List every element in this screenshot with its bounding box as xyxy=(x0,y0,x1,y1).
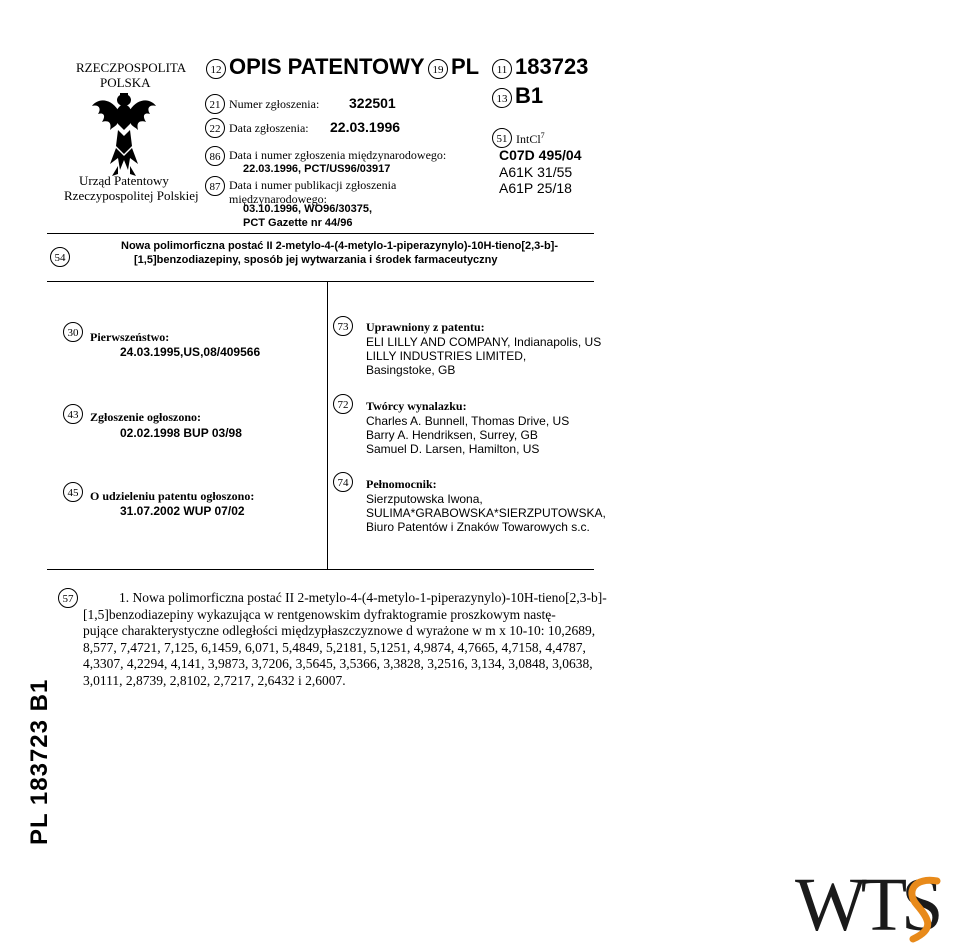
attorney-line3: Biuro Patentów i Znaków Towarowych s.c. xyxy=(366,520,590,534)
inid-code-45: 45 xyxy=(63,482,83,502)
side-patent-label: PL 183723 B1 xyxy=(26,678,53,845)
claim-line: pujące charakterystyczne odległości międzypłaszczyznowe d wyrażone w m x 10-10: 10,2689, xyxy=(83,623,596,638)
claim-line: 3,0111, 2,8739, 2,8102, 2,7217, 2,6432 i 2,6007. xyxy=(83,672,346,688)
inid-code-21: 21 xyxy=(205,94,225,114)
inid-code-43: 43 xyxy=(63,404,83,424)
inid-code-72: 72 xyxy=(333,394,353,414)
wts-logo-text: WTS xyxy=(795,863,938,947)
main-classification: C07D 495/04 xyxy=(499,147,582,163)
attorney-line1: Sierzputowska Iwona, xyxy=(366,492,483,506)
invention-title-line1: Nowa polimorficzna postać II 2-metylo-4-(4-metylo-1-piperazynylo)-10H-tieno[2,3-b]- xyxy=(121,240,559,252)
office-name-line2: Rzeczypospolitej Polskiej xyxy=(64,188,199,203)
wts-logo-accent-icon xyxy=(895,875,950,945)
secondary-classification-2: A61P 25/18 xyxy=(499,180,572,196)
application-number-value: 322501 xyxy=(349,95,396,111)
patent-number: 183723 xyxy=(515,54,589,79)
wts-logo xyxy=(795,865,960,945)
priority-label: Pierwszeństwo: xyxy=(90,330,170,344)
intl-publication-label-1: Data i numer publikacji zgłoszenia xyxy=(229,178,397,192)
intl-publication-value-2: PCT Gazette nr 44/96 xyxy=(243,217,353,229)
patentee-line1: ELI LILLY AND COMPANY, Indianapolis, US xyxy=(366,335,602,349)
inid-code-12: 12 xyxy=(206,59,226,79)
inid-code-22: 22 xyxy=(205,118,225,138)
inid-code-19: 19 xyxy=(428,59,448,79)
patentee-line3: Basingstoke, GB xyxy=(366,363,456,377)
patentee-label: Uprawniony z patentu: xyxy=(366,320,485,334)
inid-code-87: 87 xyxy=(205,176,225,196)
inid-code-13: 13 xyxy=(492,88,512,108)
divider-header xyxy=(47,233,594,234)
document-title: OPIS PATENTOWY xyxy=(229,54,425,79)
divider-bottom xyxy=(47,569,594,570)
country-code: PL xyxy=(451,54,480,79)
kind-code: B1 xyxy=(515,83,544,108)
application-number-label: Numer zgłoszenia: xyxy=(229,97,320,111)
inventor-line3: Samuel D. Larsen, Hamilton, US xyxy=(366,442,540,456)
grant-published-label: O udzieleniu patentu ogłoszono: xyxy=(90,489,255,503)
inid-code-54: 54 xyxy=(50,247,70,267)
claim-line: 8,577, 7,4721, 7,125, 6,1459, 6,071, 5,4849, 5,2181, 5,1251, 4,9874, 4,7665, 4,7158, 4,4787, xyxy=(83,639,586,655)
divider-title xyxy=(47,281,594,282)
inid-code-73: 73 xyxy=(333,316,353,336)
inid-code-11: 11 xyxy=(492,59,512,79)
country-name-line2: POLSKA xyxy=(100,75,151,90)
eagle-emblem-icon xyxy=(88,90,160,180)
inid-code-57: 57 xyxy=(58,588,78,608)
attorney-label: Pełnomocnik: xyxy=(366,477,437,491)
inventor-line2: Barry A. Hendriksen, Surrey, GB xyxy=(366,428,538,442)
inid-code-51: 51 xyxy=(492,128,512,148)
claim-line: 1. Nowa polimorficzna postać II 2-metylo-4-(4-metylo-1-piperazynylo)-10H-tieno[2,3-b]- xyxy=(119,590,607,605)
grant-published-value: 31.07.2002 WUP 07/02 xyxy=(120,504,245,518)
claim-text xyxy=(83,590,607,689)
country-name-line1: RZECZPOSPOLITA xyxy=(76,60,187,75)
inventors-label: Twórcy wynalazku: xyxy=(366,399,467,413)
invention-title-line2: [1,5]benzodiazepiny, sposób jej wytwarzania i środek farmaceutyczny xyxy=(134,254,498,266)
inid-code-86: 86 xyxy=(205,146,225,166)
intl-publication-label-2: międzynarodowego: xyxy=(229,192,327,206)
inid-code-30: 30 xyxy=(63,322,83,342)
divider-vertical xyxy=(327,282,328,570)
filing-date-value: 22.03.1996 xyxy=(330,119,401,135)
attorney-line2: SULIMA*GRABOWSKA*SIERZPUTOWSKA, xyxy=(366,506,606,520)
secondary-classification-1: A61K 31/55 xyxy=(499,164,573,180)
application-published-label: Zgłoszenie ogłoszono: xyxy=(90,410,201,424)
priority-value: 24.03.1995,US,08/409566 xyxy=(120,345,261,359)
inid-code-74: 74 xyxy=(333,472,353,492)
claim-line: [1,5]benzodiazepiny wykazująca w rentgenowskim dyfraktogramie proszkowym nastę- xyxy=(83,606,556,622)
intcl-label: IntCl$^7$ xyxy=(516,131,545,146)
intl-application-label: Data i numer zgłoszenia międzynarodowego: xyxy=(229,148,447,162)
intl-application-value: 22.03.1996, PCT/US96/03917 xyxy=(243,163,391,175)
intl-publication-value-1: 03.10.1996, WO96/30375, xyxy=(243,203,373,215)
application-published-value: 02.02.1998 BUP 03/98 xyxy=(120,426,242,440)
filing-date-label: Data zgłoszenia: xyxy=(229,121,309,135)
patentee-line2: LILLY INDUSTRIES LIMITED, xyxy=(366,349,527,363)
inventor-line1: Charles A. Bunnell, Thomas Drive, US xyxy=(366,414,570,428)
office-name-line1: Urząd Patentowy xyxy=(79,173,169,188)
claim-line: 4,3307, 4,2294, 4,141, 3,9873, 3,7206, 3,5645, 3,5366, 3,3828, 3,2516, 3,134, 3,0848, 3,0638, xyxy=(83,656,593,671)
